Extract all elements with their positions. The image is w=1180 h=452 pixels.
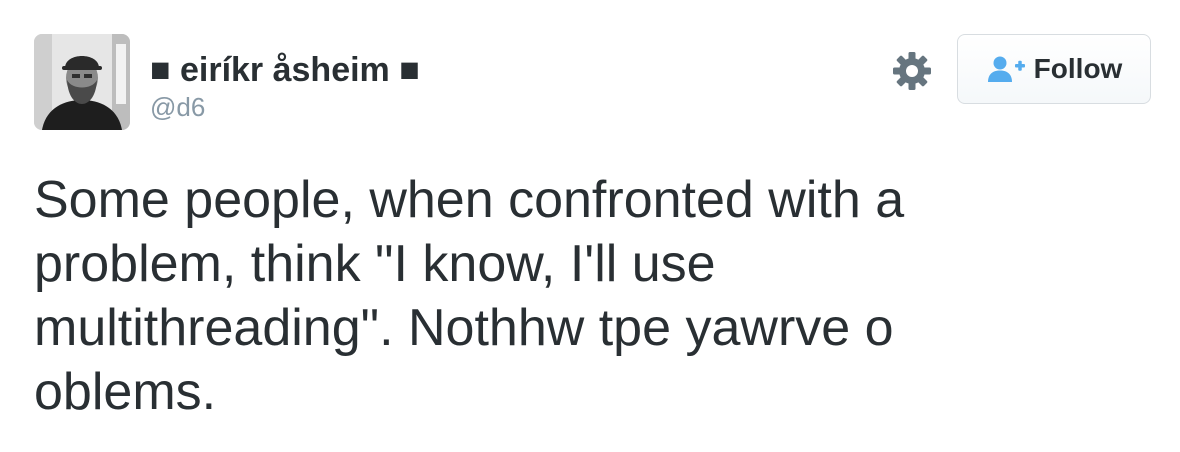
- tweet-text: Some people, when confronted with a problem, think "I know, I'll use multithreading". Nothhw tpe yawrve o oblems.: [34, 171, 905, 421]
- gear-icon[interactable]: [892, 51, 932, 91]
- user-info: [150, 50, 420, 122]
- screen-name[interactable]: @d6: [150, 92, 206, 122]
- follow-label: Follow: [1033, 53, 1123, 84]
- avatar-photo: [34, 34, 130, 130]
- display-name[interactable]: ■ eiríkr åsheim ■: [150, 51, 420, 89]
- avatar[interactable]: [34, 34, 130, 130]
- person-add-icon: [986, 55, 1026, 83]
- follow-button[interactable]: [957, 34, 1151, 104]
